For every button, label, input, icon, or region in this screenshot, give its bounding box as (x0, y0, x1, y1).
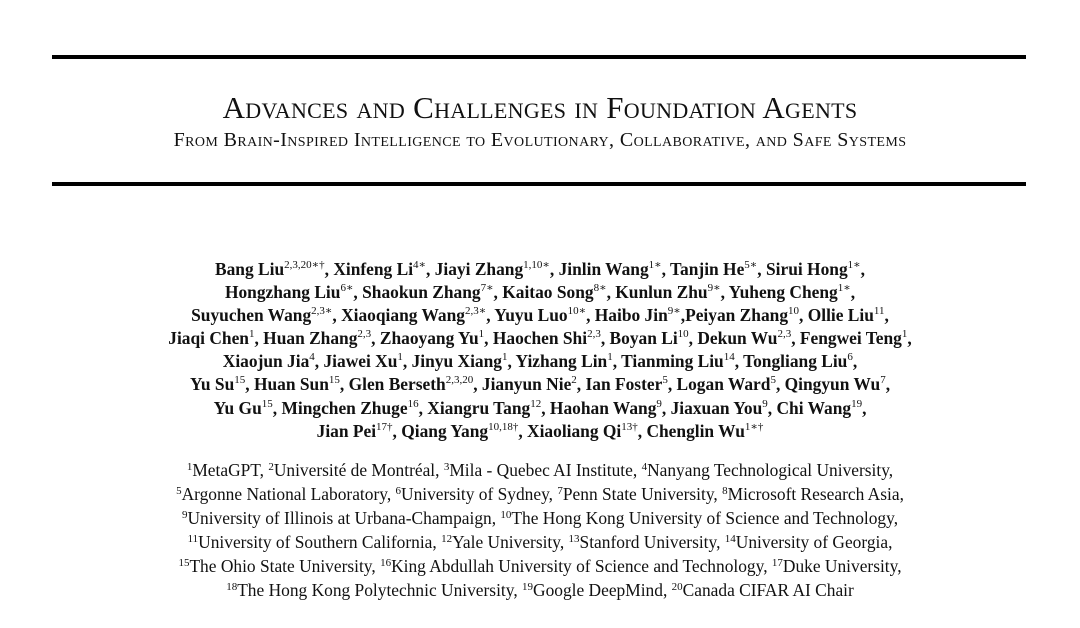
affiliation-name: University of Illinois at Urbana-Champaign (187, 508, 492, 528)
author-name: Tongliang Liu (743, 351, 848, 372)
author-affiliation-mark: 2 (571, 374, 577, 387)
affiliation-number: 5 (176, 485, 182, 497)
author-affiliation-mark: 16 (407, 397, 419, 410)
author-name: Glen Berseth (348, 374, 446, 395)
affiliation-name: Argonne National Laboratory (181, 484, 387, 504)
author-name: Qiang Yang (401, 420, 489, 441)
author-affiliation-mark: 9 (762, 397, 768, 410)
author-name: Logan Ward (676, 374, 771, 395)
affiliation-number: 4 (641, 461, 648, 473)
author-affiliation-mark: 1 (248, 328, 255, 341)
author-separator: , (484, 328, 493, 349)
author-separator: , (473, 374, 482, 395)
affiliation-separator: , (513, 580, 523, 600)
author-name: Haohan Wang (549, 397, 657, 418)
author-separator: , (775, 374, 785, 395)
author-affiliation-mark: 2,3∗ (464, 305, 487, 318)
author-separator: , (667, 374, 677, 395)
author-name: Zhaoyang Yu (379, 328, 479, 349)
affiliation-separator: , (763, 556, 772, 576)
author-name: Fengwei Teng (799, 328, 902, 349)
affiliation-separator: , (559, 532, 569, 552)
author-separator: , (402, 351, 412, 372)
author-name: Yu Su (189, 374, 235, 395)
author-name: Qingyun Wu (784, 374, 881, 395)
author-separator: , (314, 351, 324, 372)
author-separator: , (606, 282, 616, 303)
author-separator: , (392, 420, 402, 441)
author-affiliation-mark: 4 (309, 351, 315, 364)
author-name: Chenglin Wu (646, 420, 745, 441)
author-name: Sirui Hong (765, 259, 848, 279)
author-name: Yuheng Cheng (728, 282, 838, 303)
affiliation-name: Duke University (782, 556, 898, 576)
author-affiliation-mark: 8∗ (593, 282, 607, 295)
affiliation-separator: , (662, 580, 672, 600)
author-name: Tianming Liu (621, 351, 724, 372)
author-affiliation-mark: 9∗ (667, 305, 681, 318)
author-separator: , (612, 351, 622, 372)
author-name: Ian Foster (585, 374, 663, 395)
author-affiliation-mark: 15 (234, 374, 246, 387)
affiliation-separator: , (491, 508, 501, 528)
affiliation-name: Penn State University (562, 484, 714, 504)
author-name: Jinlin Wang (558, 259, 649, 279)
affiliation-number: 12 (441, 533, 453, 545)
author-separator: , (791, 328, 800, 349)
author-affiliation-mark: 6∗ (340, 282, 354, 295)
author-separator: , (332, 305, 342, 326)
author-separator: , (767, 397, 777, 418)
author-separator: , (850, 282, 856, 303)
author-affiliation-mark: 2,3 (357, 328, 372, 341)
author-separator: , (272, 397, 282, 418)
author-separator: , (254, 328, 264, 349)
author-separator: , (799, 305, 808, 326)
author-separator: , (661, 397, 671, 418)
author-name: Xiaoqiang Wang (341, 305, 465, 326)
author-affiliation-mark: 2,3,20∗† (284, 259, 325, 271)
author-line (40, 258, 1040, 281)
author-affiliation-mark: 1 (397, 351, 403, 364)
author-affiliation-mark: 1 (501, 351, 508, 364)
author-separator: , (541, 397, 550, 418)
affiliation-number: 10 (500, 509, 512, 521)
author-affiliation-mark: 10,18† (488, 420, 519, 433)
author-line (40, 373, 1040, 396)
author-affiliation-mark: 7 (880, 374, 886, 387)
affiliation-line (40, 554, 1040, 578)
author-separator: , (688, 328, 698, 349)
author-separator: , (885, 374, 891, 395)
affiliation-number: 6 (395, 485, 402, 497)
affiliation-separator: , (899, 484, 904, 504)
author-affiliation-mark: 5 (662, 374, 668, 387)
author-affiliation-mark: 10∗ (567, 305, 587, 318)
author-line (40, 304, 1040, 327)
author-affiliation-mark: 14 (723, 351, 735, 364)
affiliation-line (40, 578, 1040, 602)
author-line (40, 281, 1040, 304)
author-name: Mingchen Zhuge (281, 397, 408, 418)
affiliation-number: 2 (268, 461, 274, 473)
author-affiliation-mark: 1∗ (648, 259, 662, 271)
author-affiliation-mark: 2,3,20 (445, 374, 474, 387)
author-separator: , (426, 259, 435, 279)
author-name: Hongzhang Liu (224, 282, 341, 303)
author-affiliation-mark: 5 (770, 374, 776, 387)
author-affiliation-mark: 9 (656, 397, 662, 410)
affiliation-number: 11 (187, 533, 199, 545)
author-affiliation-mark: 11 (873, 305, 885, 318)
affiliation-number: 8 (722, 485, 728, 497)
author-separator: , (324, 259, 334, 279)
author-separator: , (734, 351, 744, 372)
author-name: Xiaoliang Qi (527, 420, 622, 441)
author-affiliation-mark: 1∗ (837, 282, 851, 295)
author-name: Xiangru Tang (427, 397, 531, 418)
bottom-rule (52, 182, 1026, 186)
affiliation-name: The Hong Kong Polytechnic University (237, 580, 514, 600)
author-list (40, 258, 1040, 443)
author-separator: , (661, 259, 671, 279)
author-affiliation-mark: 1 (478, 328, 485, 341)
affiliation-separator: , (435, 460, 444, 480)
author-name: Shaokun Zhang (362, 282, 481, 303)
affiliation-name: Microsoft Research Asia (727, 484, 900, 504)
author-affiliation-mark: 2,3∗ (311, 305, 333, 318)
author-name: Peiyan Zhang (685, 305, 789, 326)
author-name: Jian Pei (316, 420, 377, 441)
affiliation-name: Nanyang Technological University (647, 460, 889, 480)
author-separator: , (680, 305, 686, 326)
author-separator: , (339, 374, 349, 395)
author-separator: , (353, 282, 363, 303)
author-separator: , (549, 259, 559, 279)
author-separator: , (518, 420, 528, 441)
author-affiliation-mark: 2,3 (777, 328, 792, 341)
affiliation-number: 17 (771, 557, 783, 569)
author-name: Haibo Jin (594, 305, 668, 326)
author-separator: , (418, 397, 428, 418)
affiliation-separator: , (432, 532, 442, 552)
author-name: Boyan Li (609, 328, 678, 349)
paper-subtitle: From Brain-Inspired Intelligence to Evolutionary, Collaborative, and Safe Systems (173, 129, 907, 151)
affiliation-separator: , (888, 532, 893, 552)
affiliation-number: 7 (557, 485, 563, 497)
author-affiliation-mark: 15 (261, 397, 273, 410)
author-separator: , (507, 351, 516, 372)
author-separator: , (576, 374, 586, 395)
author-separator: , (860, 259, 865, 279)
author-name: Ollie Liu (807, 305, 874, 326)
author-affiliation-mark: 1∗ (847, 259, 861, 271)
author-affiliation-mark: 2,3 (587, 328, 601, 341)
author-affiliation-mark: 19 (851, 397, 863, 410)
author-separator: , (600, 328, 610, 349)
affiliation-number: 15 (178, 557, 190, 569)
author-name: Huan Sun (253, 374, 329, 395)
author-name: Jinyu Xiang (411, 351, 502, 372)
affiliation-separator: , (259, 460, 269, 480)
affiliation-separator: , (371, 556, 381, 576)
author-line (40, 327, 1040, 350)
author-affiliation-mark: 7∗ (480, 282, 494, 295)
author-line (40, 350, 1040, 373)
author-line (40, 397, 1040, 420)
author-name: Yu Gu (213, 397, 262, 418)
affiliation-separator: , (713, 484, 723, 504)
affiliation-separator: , (386, 484, 396, 504)
author-separator: , (486, 305, 495, 326)
author-name: Xinfeng Li (333, 259, 414, 279)
author-affiliation-mark: 12 (530, 397, 542, 410)
author-separator: , (757, 259, 766, 279)
author-separator: , (371, 328, 380, 349)
affiliation-name: Canada CIFAR AI Chair (682, 580, 854, 600)
author-affiliation-mark: 10 (677, 328, 689, 341)
author-name: Huan Zhang (263, 328, 358, 349)
author-name: Yuyu Luo (494, 305, 568, 326)
affiliation-name: The Hong Kong University of Science and Technology (511, 508, 894, 528)
author-separator: , (852, 351, 858, 372)
affiliation-name: University of Sydney (401, 484, 549, 504)
affiliation-name: Université de Montréal (273, 460, 436, 480)
author-name: Bang Liu (215, 259, 285, 279)
author-separator: , (862, 397, 867, 418)
affiliation-separator: , (548, 484, 558, 504)
author-separator: , (884, 305, 889, 326)
author-name: Jiayi Zhang (434, 259, 524, 279)
author-affiliation-mark: 13† (621, 420, 638, 433)
author-name: Jiaqi Chen (168, 328, 249, 349)
author-name: Jiawei Xu (323, 351, 398, 372)
author-affiliation-mark: 17† (376, 420, 393, 433)
author-affiliation-mark: 10 (788, 305, 800, 318)
author-affiliation-mark: 1 (607, 351, 613, 364)
affiliation-number: 3 (443, 461, 450, 473)
affiliation-name: Stanford University (579, 532, 717, 552)
affiliation-name: MetaGPT (192, 460, 260, 480)
author-affiliation-mark: 1 (901, 328, 908, 341)
affiliation-separator: , (888, 460, 894, 480)
author-line (40, 420, 1040, 443)
author-name: Jiaxuan You (670, 397, 763, 418)
affiliation-separator: , (716, 532, 725, 552)
paper-title: Advances and Challenges in Foundation Agents (222, 90, 858, 125)
affiliation-name: University of Southern California (198, 532, 433, 552)
author-name: Haochen Shi (492, 328, 588, 349)
affiliation-number: 14 (724, 533, 736, 545)
affiliation-separator: , (897, 556, 902, 576)
author-name: Yizhang Lin (515, 351, 608, 372)
affiliation-name: Google DeepMind (533, 580, 663, 600)
affiliation-line (40, 530, 1040, 554)
author-name: Dekun Wu (697, 328, 778, 349)
author-affiliation-mark: 9∗ (707, 282, 721, 295)
author-affiliation-mark: 6 (847, 351, 853, 364)
top-rule (52, 55, 1026, 59)
author-name: Kaitao Song (502, 282, 594, 303)
author-name: Suyuchen Wang (191, 305, 312, 326)
author-separator: , (720, 282, 729, 303)
affiliation-number: 9 (181, 509, 188, 521)
author-affiliation-mark: 15 (328, 374, 340, 387)
affiliation-name: University of Georgia (735, 532, 889, 552)
affiliation-number: 13 (568, 533, 580, 545)
author-separator: , (637, 420, 647, 441)
affiliation-line (40, 506, 1040, 530)
author-name: Kunlun Zhu (615, 282, 708, 303)
author-separator: , (586, 305, 595, 326)
affiliation-number: 19 (522, 581, 534, 593)
affiliation-line (40, 482, 1040, 506)
affiliation-separator: , (632, 460, 642, 480)
author-affiliation-mark: 4∗ (413, 259, 427, 271)
affiliation-number: 20 (671, 581, 683, 593)
author-separator: , (907, 328, 912, 349)
affiliation-separator: , (893, 508, 899, 528)
affiliation-name: Mila - Quebec AI Institute (449, 460, 633, 480)
author-name: Tanjin He (670, 259, 745, 279)
affiliation-name: King Abdullah University of Science and Technology (391, 556, 764, 576)
author-name: Chi Wang (776, 397, 852, 418)
author-name: Jianyun Nie (481, 374, 572, 395)
affiliation-number: 16 (380, 557, 392, 569)
affiliation-number: 1 (186, 461, 193, 473)
author-separator: , (493, 282, 503, 303)
affiliation-name: The Ohio State University (189, 556, 372, 576)
author-name: Xiaojun Jia (222, 351, 310, 372)
affiliation-number: 18 (226, 581, 238, 593)
author-affiliation-mark: 5∗ (744, 259, 758, 271)
affiliation-line (40, 458, 1040, 482)
affiliation-list (40, 458, 1040, 602)
author-affiliation-mark: 1,10∗ (523, 259, 550, 271)
affiliation-name: Yale University (452, 532, 560, 552)
author-separator: , (245, 374, 254, 395)
author-affiliation-mark: 1∗† (744, 420, 764, 433)
